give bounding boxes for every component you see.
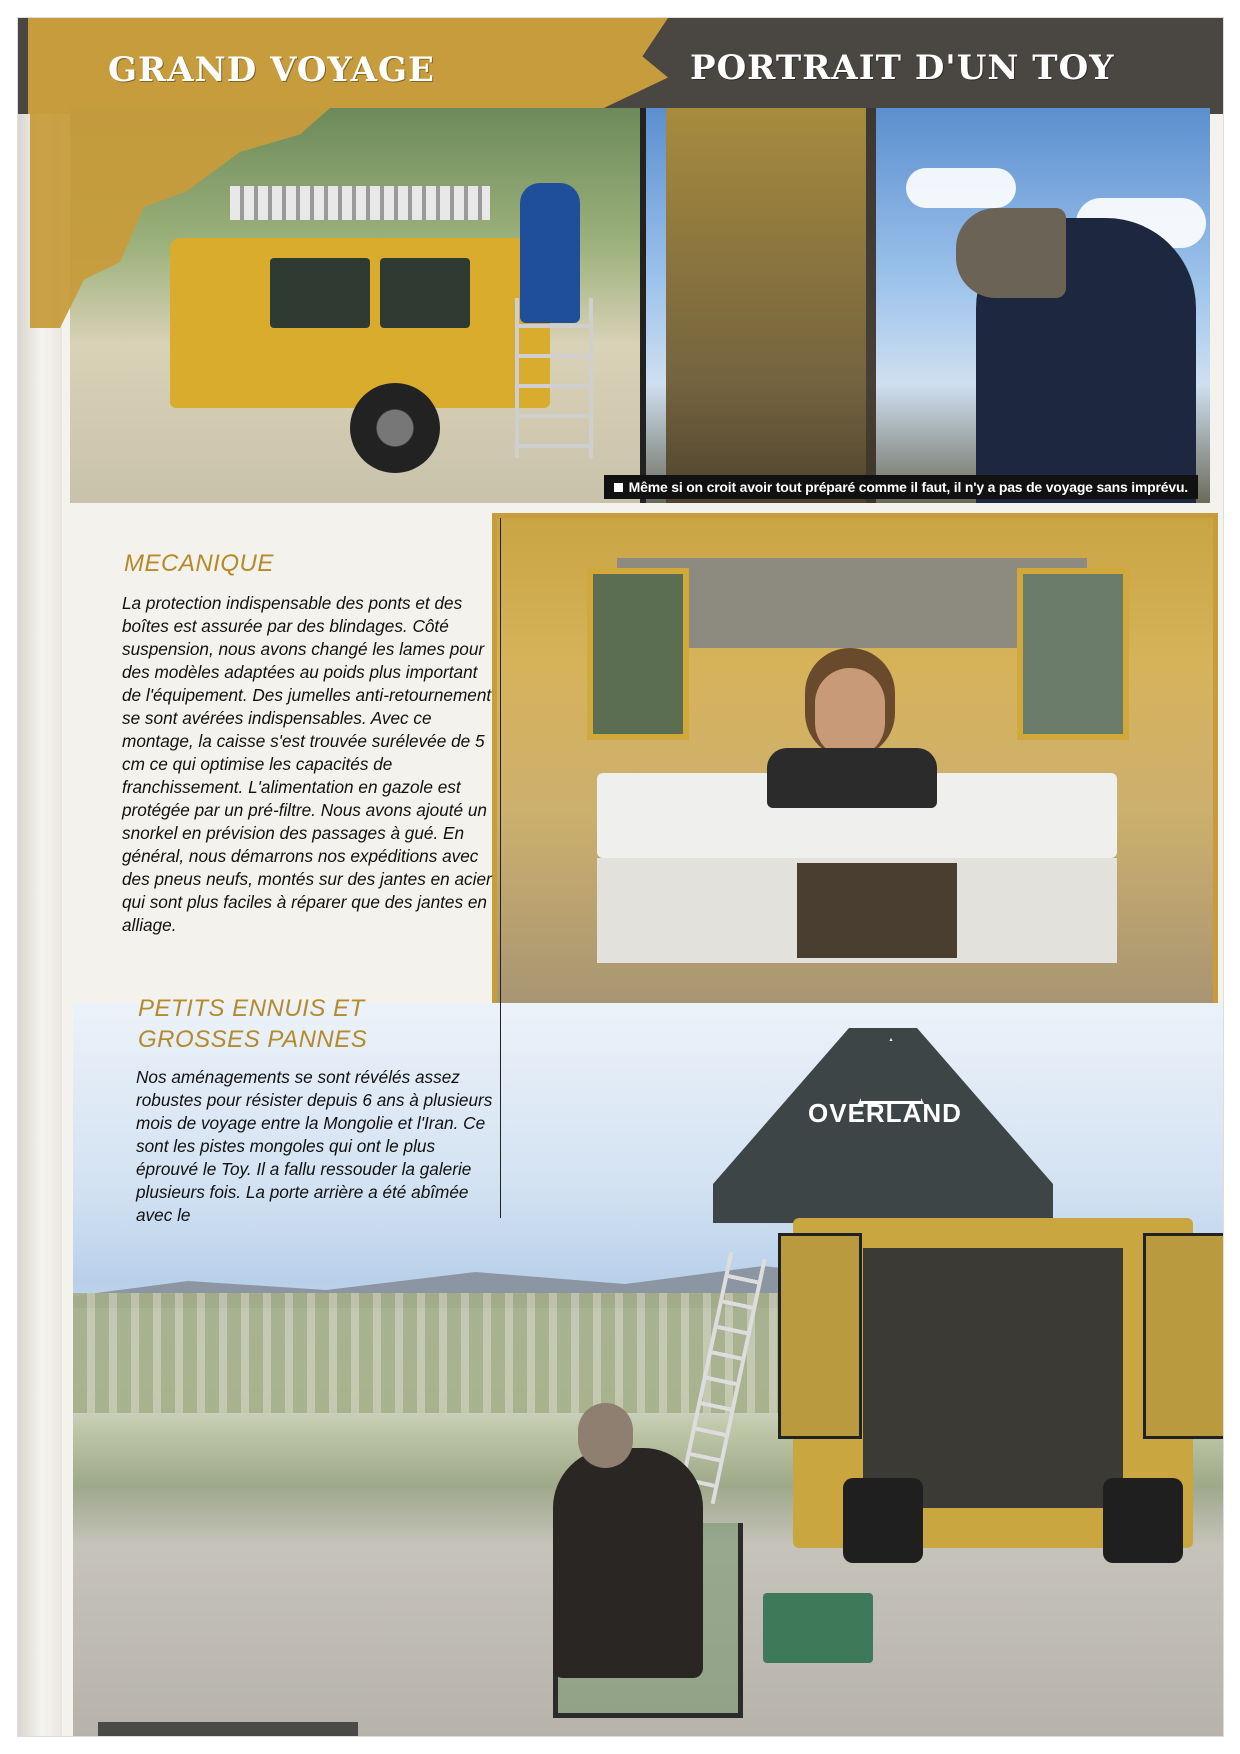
magazine-page [18, 18, 1223, 1736]
section-title-right: PORTRAIT D'UN TOY [690, 48, 1115, 88]
roof-rack [230, 186, 490, 220]
caption-bullet-icon [614, 483, 623, 492]
page-footer [98, 1722, 358, 1736]
van-window-left [587, 568, 689, 740]
top-photo-caption-text: Même si on croit avoir tout préparé comme il faut, il n'y a pas de voyage sans imprévu. [628, 479, 1188, 495]
truck-rear-door-right [1143, 1233, 1223, 1439]
photo-top-right-welding [646, 108, 1210, 503]
man-head [578, 1403, 633, 1468]
truck-rear-storage [863, 1248, 1123, 1508]
photo-top-repair [70, 108, 1210, 503]
truck-wheel [1103, 1478, 1183, 1563]
woman-figure [767, 748, 937, 808]
truck-rear-door-left [778, 1233, 862, 1439]
top-photo-caption [604, 475, 1198, 499]
truck-window [380, 258, 470, 328]
van-window-right [1017, 568, 1129, 740]
section-body-pannes: Nos aménagements se sont révélés assez robustes pour résister depuis 6 ans à plusieurs mois de voyage entre la Mongolie et l'Iran. Ce sont les pistes mongoles qui ont le plus éprouvé le Toy. Il a fallu ressouder la galerie plusieurs fois. La porte arrière a été abîmée avec le [136, 1067, 493, 1225]
van-interior [497, 518, 1213, 1003]
roof-cage [666, 108, 876, 503]
section-heading-mecanique: MECANIQUE [124, 550, 274, 577]
cooler-box [763, 1593, 873, 1663]
welding-mask [956, 208, 1066, 298]
section-title-left: GRAND VOYAGE [108, 50, 435, 90]
tent-brand-label: OVERLAND [808, 1098, 962, 1128]
truck-wheel [350, 383, 440, 473]
section-heading-pannes: PETITS ENNUIS ET GROSSES PANNES [138, 995, 368, 1054]
column-divider [500, 518, 501, 1218]
truck-wheel [843, 1478, 923, 1563]
step-ladder [515, 298, 593, 458]
truck-window [270, 258, 370, 328]
woman-head [815, 668, 885, 758]
drawer-opening [797, 863, 957, 958]
photo-middle-interior [492, 513, 1218, 1043]
cloud [906, 168, 1016, 208]
section-body-mecanique: La protection indispensable des ponts et des boîtes est assurée par des blindages. Côté suspension, nous avons changé les lames pour des modèles adaptées au poids plus important de l'équipement. Des jumelles anti-retournement se sont avérées indispensables. Avec ce montage, la caisse s'est trouvée surélevée de 5 cm ce qui optimise les capacités de franchissement. L'alimentation en gazole est protégée par un pré-filtre. Nous avons ajouté un snorkel en prévision des passages à gué. En général, nous démarrons nos expéditions avec des pneus neufs, montés sur des jantes en acier qui sont plus faciles à réparer que des jantes en alliage. [122, 593, 492, 935]
seated-man [553, 1448, 703, 1678]
